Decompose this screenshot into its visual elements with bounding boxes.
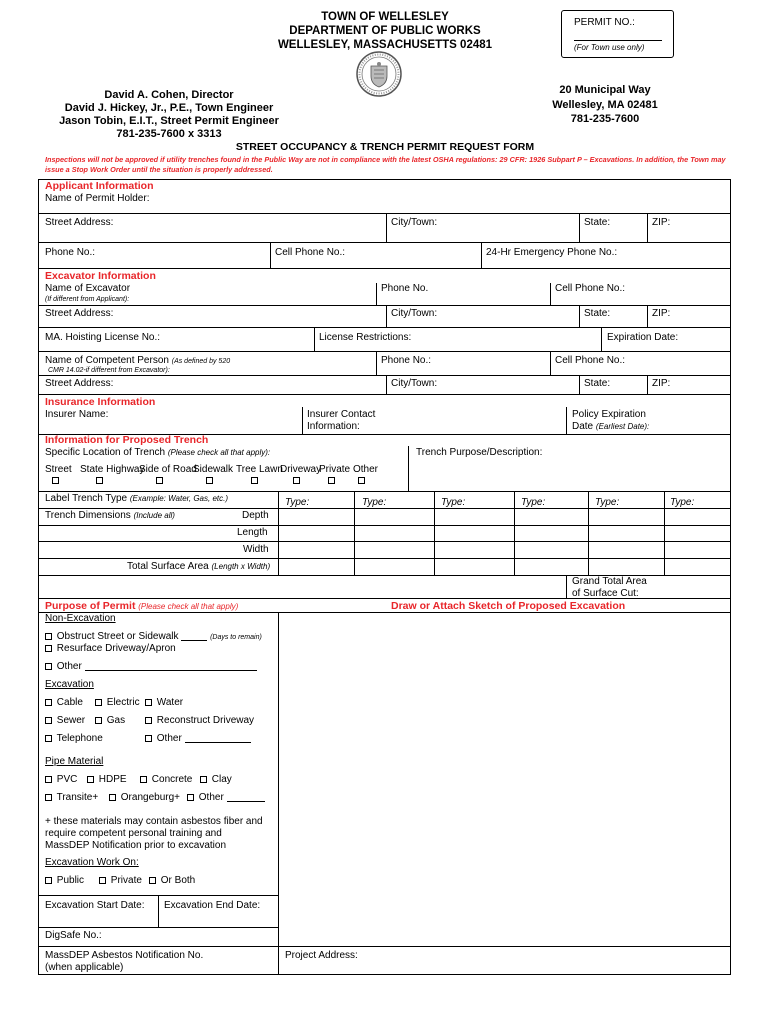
other-excavation-checkbox[interactable] [145, 735, 152, 742]
trench-section-title: Information for Proposed Trench [45, 434, 209, 446]
permit-number-line [574, 40, 662, 41]
electric-checkbox[interactable] [95, 699, 102, 706]
total-surface-area-text: Total Surface Area [127, 561, 209, 572]
purpose-section-title [45, 600, 238, 613]
location-option-other: Other [353, 464, 379, 475]
hdpe-option[interactable] [87, 774, 127, 786]
resurface-checkbox[interactable] [45, 645, 52, 652]
location-option-side-of-road: Side of Road [139, 464, 197, 475]
private-work-checkbox[interactable] [99, 877, 106, 884]
grand-total-area-label-2: of Surface Cut: [572, 588, 639, 599]
insurer-contact-label-2: Information: [307, 421, 360, 432]
staff-director: David A. Cohen, Director [104, 89, 234, 101]
other-excavation-line[interactable] [185, 734, 251, 743]
private-checkbox[interactable] [328, 477, 335, 484]
side-of-road-checkbox[interactable] [156, 477, 163, 484]
policy-date-note: (Earliest Date): [595, 422, 650, 431]
policy-date-label: Date [572, 421, 594, 432]
orangeburg-checkbox[interactable] [109, 794, 116, 801]
reconstruct-driveway-checkbox[interactable] [145, 717, 152, 724]
staff-phone: 781-235-7600 x 3313 [116, 128, 222, 140]
orangeburg-label: Orangeburg+ [120, 792, 180, 803]
permit-holder-name-field[interactable]: Name of Permit Holder: [45, 193, 150, 204]
sewer-label: Sewer [56, 715, 86, 726]
trench-type-field-1[interactable]: Type: [285, 497, 310, 508]
label-trench-type-note: (Example: Water, Gas, etc.) [129, 494, 228, 503]
applicant-state-field[interactable]: State: [584, 217, 611, 228]
other-non-excavation-option[interactable] [45, 661, 257, 673]
emergency-phone-field[interactable]: 24-Hr Emergency Phone No.: [486, 247, 618, 258]
massdep-label-2: (when applicable) [45, 962, 124, 973]
office-address-block [535, 83, 675, 127]
applicant-street-field[interactable]: Street Address: [45, 217, 114, 228]
both-label: Or Both [160, 875, 196, 886]
insurer-contact-label-1: Insurer Contact [307, 409, 376, 420]
total-surface-area-note: (Length x Width) [211, 562, 271, 571]
asbestos-notice-line-1: + these materials may contain asbestos fiber and [45, 816, 263, 827]
purpose-title-note: (Please check all that apply) [138, 602, 239, 611]
water-checkbox[interactable] [145, 699, 152, 706]
applicant-city-field[interactable]: City/Town: [391, 217, 438, 228]
trench-type-field-5[interactable]: Type: [595, 497, 620, 508]
digsafe-field[interactable]: DigSafe No.: [45, 930, 102, 941]
reconstruct-driveway-label: Reconstruct Driveway [156, 715, 255, 726]
department-name: DEPARTMENT OF PUBLIC WORKS [289, 25, 481, 37]
location-option-sidewalk: Sidewalk [193, 464, 234, 475]
policy-expiration-field[interactable] [572, 409, 649, 433]
applicant-section-title: Applicant Information [45, 180, 154, 192]
header-block [240, 10, 530, 52]
trench-purpose-field[interactable]: Trench Purpose/Description: [416, 447, 543, 458]
obstruct-checkbox[interactable] [45, 633, 52, 640]
sketch-area[interactable] [279, 613, 729, 945]
gas-option[interactable] [95, 715, 125, 727]
trench-location-note: (Please check all that apply): [167, 448, 271, 457]
hoisting-license-field[interactable]: MA. Hoisting License No.: [45, 332, 161, 343]
excavator-street-field[interactable]: Street Address: [45, 308, 114, 319]
water-option[interactable] [145, 697, 183, 709]
excavator-city-field[interactable]: City/Town: [391, 308, 438, 319]
telephone-checkbox[interactable] [45, 735, 52, 742]
both-checkbox[interactable] [149, 877, 156, 884]
electric-label: Electric [106, 697, 140, 708]
asbestos-notice-line-3: MassDEP Notification prior to excavation [45, 840, 227, 851]
license-restrictions-field[interactable]: License Restrictions: [319, 332, 412, 343]
label-trench-type-label [45, 493, 228, 505]
town-name: TOWN OF WELLESLEY [321, 11, 449, 23]
excavator-section-title: Excavator Information [45, 270, 156, 282]
applicant-phone-field[interactable]: Phone No.: [45, 247, 96, 258]
trench-type-field-2[interactable]: Type: [362, 497, 387, 508]
project-address-field[interactable]: Project Address: [285, 950, 358, 961]
massdep-notification-field[interactable] [45, 950, 203, 974]
state-highway-checkbox[interactable] [96, 477, 103, 484]
work-on-heading: Excavation Work On: [45, 857, 139, 868]
trench-location-label [45, 447, 270, 459]
pvc-checkbox[interactable] [45, 776, 52, 783]
competent-person-note-2: CMR 14.02-if different from Excavator): [48, 367, 170, 374]
days-to-remain-line[interactable] [181, 632, 207, 641]
staff-block [38, 89, 300, 141]
location-option-private: Private [319, 464, 351, 475]
resurface-label: Resurface Driveway/Apron [56, 643, 176, 654]
cable-checkbox[interactable] [45, 699, 52, 706]
location-option-driveway: Driveway [280, 464, 322, 475]
permit-number-label: PERMIT NO.: [574, 17, 635, 28]
policy-expiration-label: Policy Expiration [572, 409, 646, 420]
purpose-title-text: Purpose of Permit [45, 600, 136, 612]
reconstruct-driveway-option[interactable] [145, 715, 254, 727]
competent-person-note: (As defined by 520 [171, 358, 231, 365]
grand-total-area-label-1: Grand Total Area [572, 576, 647, 587]
competent-person-phone-field[interactable]: Phone No.: [381, 355, 432, 366]
concrete-label: Concrete [151, 774, 193, 785]
gas-label: Gas [106, 715, 126, 726]
applicant-cell-field[interactable]: Cell Phone No.: [275, 247, 346, 258]
office-city: Wellesley, MA 02481 [552, 98, 658, 111]
transite-option[interactable] [45, 792, 98, 804]
office-phone: 781-235-7600 [570, 113, 640, 125]
trench-dimensions-label [45, 510, 175, 522]
obstruct-label: Obstruct Street or Sidewalk [56, 631, 179, 642]
competent-person-street-field[interactable]: Street Address: [45, 378, 114, 389]
asbestos-notice [45, 816, 263, 852]
staff-town-engineer: David J. Hickey, Jr., P.E., Town Engineer [64, 102, 274, 114]
staff-permit-engineer: Jason Tobin, E.I.T., Street Permit Engineer [59, 115, 279, 127]
excavator-name-note: (If different from Applicant): [45, 296, 130, 303]
driveway-checkbox[interactable] [293, 477, 300, 484]
concrete-checkbox[interactable] [140, 776, 147, 783]
resurface-option[interactable] [45, 643, 176, 655]
other-excavation-option[interactable] [145, 733, 251, 745]
clay-checkbox[interactable] [200, 776, 207, 783]
start-date-field[interactable]: Excavation Start Date: [45, 900, 145, 911]
competent-person-label: Name of Competent Person [45, 355, 169, 366]
trench-dimensions-note: (Include all) [133, 511, 175, 520]
tree-lawn-checkbox[interactable] [251, 477, 258, 484]
length-label: Length [237, 527, 268, 538]
town-seal-icon [355, 50, 403, 98]
excavator-name-field[interactable]: Name of Excavator [45, 283, 131, 294]
water-label: Water [156, 697, 184, 708]
town-address: WELLESLEY, MASSACHUSETTS 02481 [277, 39, 493, 51]
concrete-option[interactable] [140, 774, 192, 786]
gas-checkbox[interactable] [95, 717, 102, 724]
total-surface-area-label [127, 561, 270, 573]
trench-location-text: Specific Location of Trench [45, 447, 166, 458]
competent-person-city-field[interactable]: City/Town: [391, 378, 438, 389]
other-pipe-label: Other [198, 792, 224, 803]
sidewalk-checkbox[interactable] [206, 477, 213, 484]
permit-number-box[interactable] [561, 10, 674, 58]
cable-label: Cable [56, 697, 83, 708]
location-option-street: Street [45, 464, 72, 475]
non-excavation-heading: Non-Excavation [45, 613, 116, 624]
trench-type-field-3[interactable]: Type: [441, 497, 466, 508]
other-pipe-line[interactable] [227, 793, 265, 802]
pvc-label: PVC [56, 774, 78, 785]
other-non-excavation-checkbox[interactable] [45, 663, 52, 670]
private-work-label: Private [110, 875, 142, 886]
transite-checkbox[interactable] [45, 794, 52, 801]
private-option[interactable] [99, 875, 142, 887]
clay-label: Clay [211, 774, 232, 785]
public-checkbox[interactable] [45, 877, 52, 884]
other-pipe-checkbox[interactable] [187, 794, 194, 801]
insurer-contact-field[interactable] [307, 409, 375, 433]
electric-option[interactable] [95, 697, 140, 709]
excavator-zip-field[interactable]: ZIP: [652, 308, 671, 319]
other-location-checkbox[interactable] [358, 477, 365, 484]
cable-option[interactable] [45, 697, 83, 709]
sketch-section-title: Draw or Attach Sketch of Proposed Excavation [391, 600, 626, 612]
other-non-excavation-line[interactable] [85, 662, 257, 671]
street-checkbox[interactable] [52, 477, 59, 484]
osha-warning: Inspections will not be approved if utility trenches found in the Public Way are not in compliance with the latest OSHA regulations: 29 CFR: 1926 Subpart P – Excavations. In addition, the Town may issue a Stop Work Order until the situation is properly addressed. [45, 155, 726, 174]
clay-option[interactable] [200, 774, 232, 786]
excavation-heading: Excavation [45, 679, 94, 690]
end-date-field[interactable]: Excavation End Date: [164, 900, 261, 911]
asbestos-notice-line-2: require competent personal training and [45, 828, 222, 839]
competent-person-zip-field[interactable]: ZIP: [652, 378, 671, 389]
office-street: 20 Municipal Way [559, 84, 651, 96]
other-excavation-label: Other [156, 733, 182, 744]
sewer-checkbox[interactable] [45, 717, 52, 724]
grand-total-area-field[interactable] [572, 576, 647, 600]
applicant-zip-field[interactable]: ZIP: [652, 217, 671, 228]
days-to-remain-note: (Days to remain) [210, 634, 262, 641]
pvc-option[interactable] [45, 774, 77, 786]
excavator-cell-field[interactable]: Cell Phone No.: [555, 283, 626, 294]
pipe-material-heading: Pipe Material [45, 756, 104, 767]
location-option-tree-lawn: Tree Lawn [236, 464, 283, 475]
trench-type-field-6[interactable]: Type: [670, 497, 695, 508]
public-label: Public [56, 875, 85, 886]
public-option[interactable] [45, 875, 84, 887]
massdep-label-1: MassDEP Asbestos Notification No. [45, 950, 204, 961]
transite-label: Transite+ [56, 792, 99, 803]
hdpe-checkbox[interactable] [87, 776, 94, 783]
other-non-excavation-label: Other [56, 661, 82, 672]
insurer-name-field[interactable]: Insurer Name: [45, 409, 109, 420]
excavator-state-field[interactable]: State: [584, 308, 611, 319]
label-trench-type-text: Label Trench Type [45, 493, 128, 504]
town-use-note: (For Town use only) [574, 43, 645, 52]
form-title: STREET OCCUPANCY & TRENCH PERMIT REQUEST FORM [235, 141, 535, 153]
competent-person-cell-field[interactable]: Cell Phone No.: [555, 355, 626, 366]
hdpe-label: HDPE [98, 774, 127, 785]
location-option-state-highway: State Highway [80, 464, 145, 475]
sewer-option[interactable] [45, 715, 85, 727]
orangeburg-option[interactable] [109, 792, 180, 804]
other-pipe-option[interactable] [187, 792, 265, 804]
telephone-label: Telephone [56, 733, 103, 744]
telephone-option[interactable] [45, 733, 103, 745]
both-option[interactable] [149, 875, 195, 887]
license-expiration-field[interactable]: Expiration Date: [607, 332, 679, 343]
excavator-phone-field[interactable]: Phone No. [381, 283, 429, 294]
trench-dimensions-text: Trench Dimensions [45, 510, 131, 521]
insurance-section-title: Insurance Information [45, 396, 156, 408]
competent-person-state-field[interactable]: State: [584, 378, 611, 389]
trench-type-field-4[interactable]: Type: [521, 497, 546, 508]
width-label: Width [243, 544, 269, 555]
depth-label: Depth [242, 510, 269, 521]
